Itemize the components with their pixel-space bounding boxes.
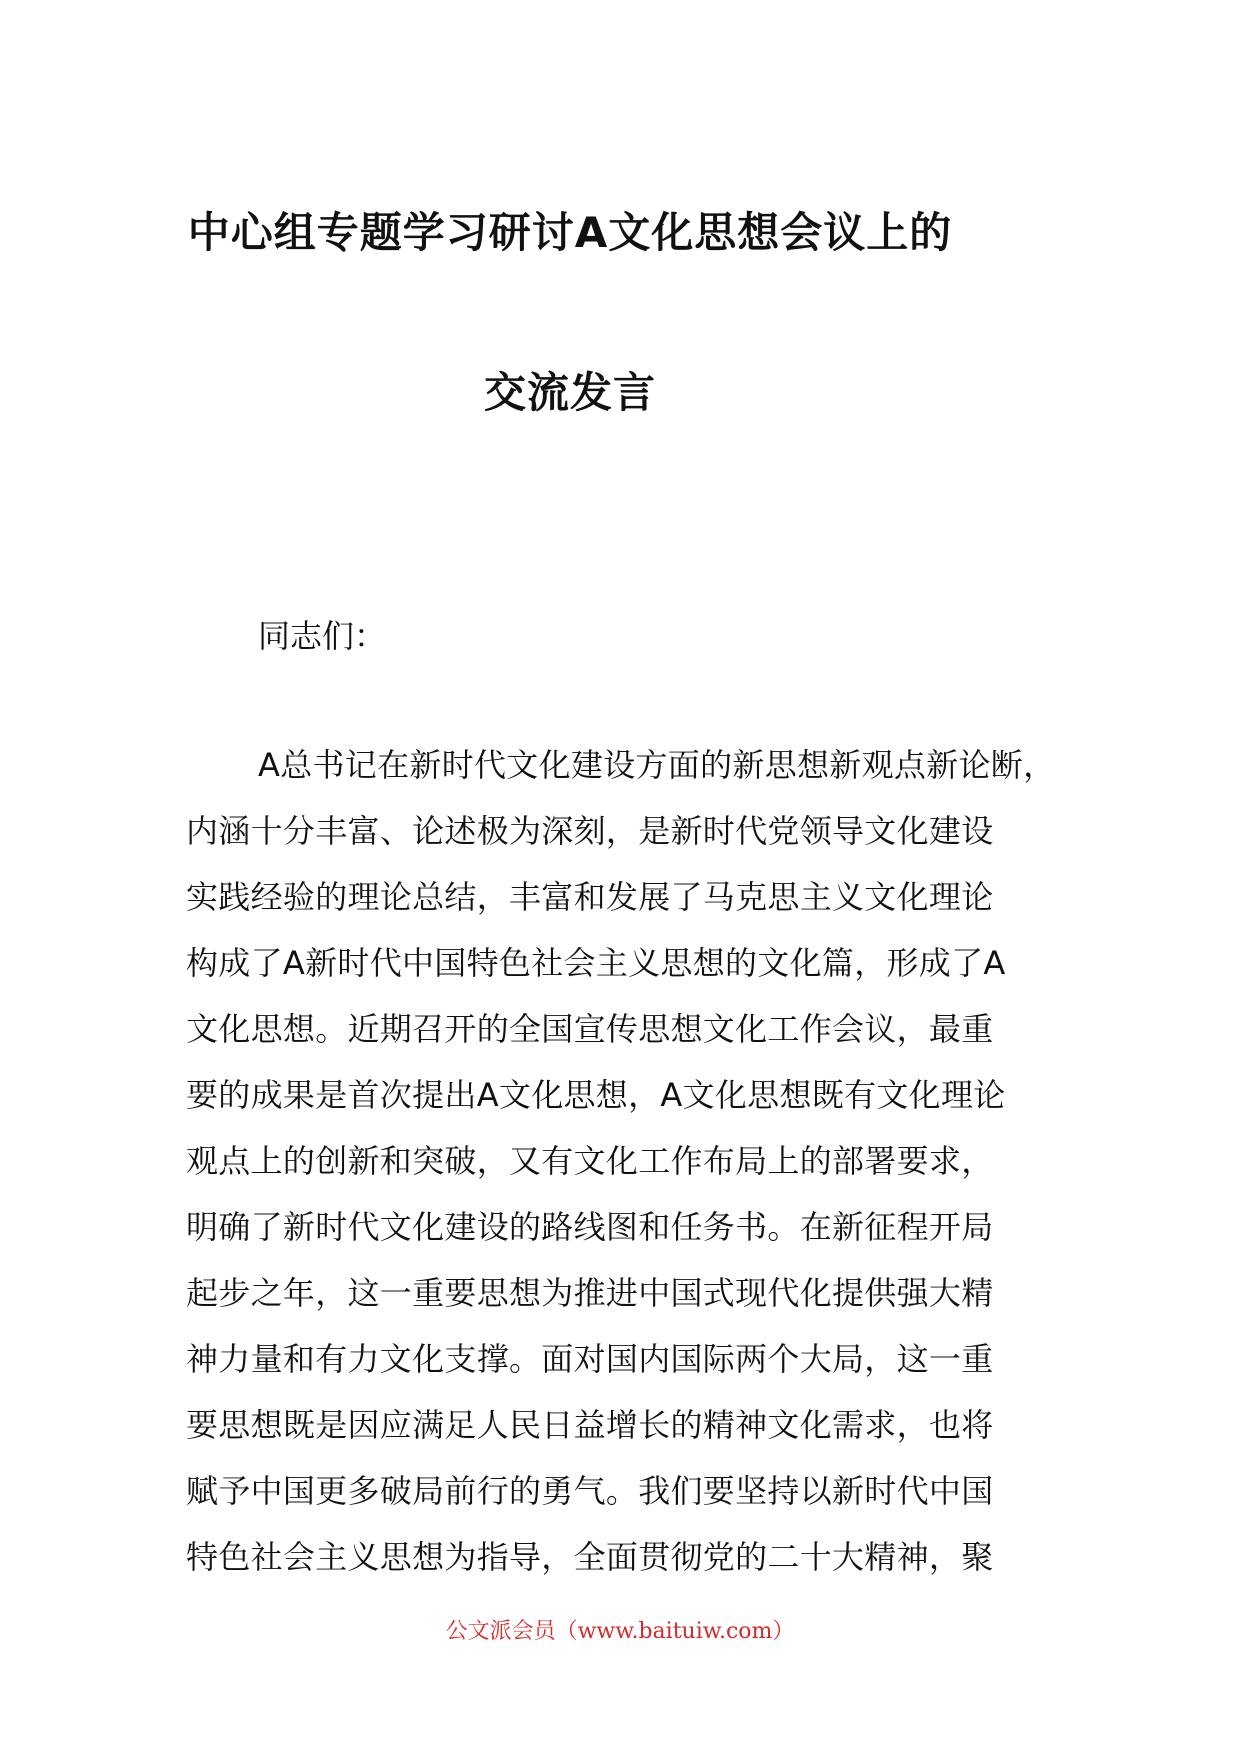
body-paragraph <box>186 745 1086 1603</box>
body-line: 构成了A新时代中国特色社会主义思想的文化篇，形成了A <box>186 944 1006 982</box>
document-title-line-1: 中心组专题学习研讨A文化思想会议上的 <box>187 208 953 257</box>
body-line: 明确了新时代文化建设的路线图和任务书。在新征程开局 <box>186 1208 994 1246</box>
body-line: 特色社会主义思想为指导，全面贯彻党的二十大精神，聚 <box>186 1538 994 1576</box>
body-line: 内涵十分丰富、论述极为深刻，是新时代党领导文化建设 <box>186 812 994 850</box>
body-line: 文化思想。近期召开的全国宣传思想文化工作会议，最重 <box>186 1010 994 1048</box>
body-line: 要思想既是因应满足人民日益增长的精神文化需求，也将 <box>186 1406 994 1444</box>
footer-watermark: 公文派会员（www.baituiw.com） <box>445 1619 795 1644</box>
body-line: 要的成果是首次提出A文化思想，A文化思想既有文化理论 <box>186 1076 1006 1114</box>
body-line: A总书记在新时代文化建设方面的新思想新观点新论断， <box>258 746 1056 784</box>
body-line: 实践经验的理论总结，丰富和发展了马克思主义文化理论 <box>186 878 994 916</box>
body-line: 神力量和有力文化支撑。面对国内国际两个大局，这一重 <box>186 1340 994 1378</box>
body-line: 起步之年，这一重要思想为推进中国式现代化提供强大精 <box>186 1274 994 1312</box>
body-line: 观点上的创新和突破，又有文化工作布局上的部署要求， <box>186 1142 994 1180</box>
body-line: 赋予中国更多破局前行的勇气。我们要坚持以新时代中国 <box>186 1472 994 1510</box>
document-title-line-2: 交流发言 <box>483 368 656 417</box>
salutation: 同志们： <box>258 617 387 655</box>
